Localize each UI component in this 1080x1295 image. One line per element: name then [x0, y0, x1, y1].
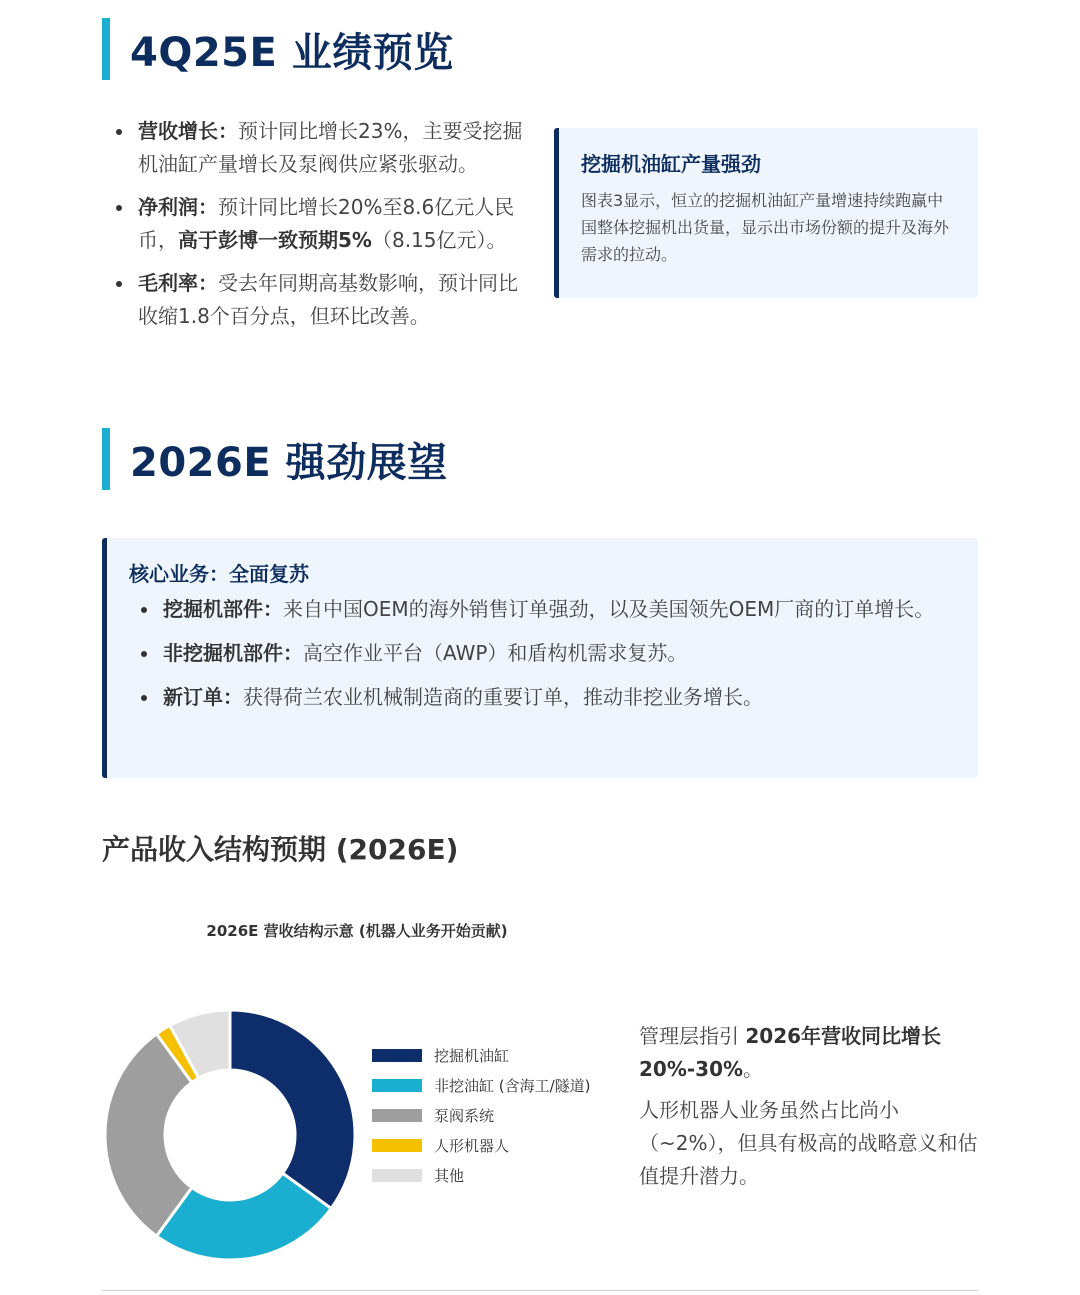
section-title: 2026E 强劲展望	[130, 439, 448, 486]
legend-swatch	[372, 1109, 422, 1122]
revenue-structure-heading: 产品收入结构预期 (2026E)	[102, 833, 459, 866]
chart-legend	[372, 1040, 591, 1190]
list-item: 毛利率：受去年同期高基数影响，预计同比收缩1.8个百分点，但环比改善。	[104, 267, 534, 333]
robot-paragraph: 人形机器人业务虽然占比尚小（~2%），但具有极高的战略意义和估值提升潜力。	[639, 1098, 978, 1188]
list-item: 净利润：预计同比增长20%至8.6亿元人民币，高于彭博一致预期5%（8.15亿元）。	[104, 191, 534, 257]
heading-accent-bar	[102, 18, 110, 80]
list-item: 营收增长：预计同比增长23%，主要受挖掘机油缸产量增长及泵阀供应紧张驱动。	[104, 115, 534, 181]
legend-item: 非挖油缸 (含海工/隧道)	[372, 1070, 591, 1100]
results-bullet-list	[104, 115, 534, 343]
section-title: 4Q25E 业绩预览	[130, 29, 454, 76]
legend-item: 挖掘机油缸	[372, 1040, 591, 1070]
core-business-title: 核心业务：全面复苏	[129, 562, 309, 586]
callout-text: 图表3显示，恒立的挖掘机油缸产量增速持续跑赢中国整体挖掘机出货量，显示出市场份额的提升及海外需求的拉动。	[581, 191, 950, 264]
legend-swatch	[372, 1049, 422, 1062]
heading-accent-bar	[102, 428, 110, 490]
legend-swatch	[372, 1169, 422, 1182]
management-guidance	[639, 1020, 979, 1201]
divider	[102, 1290, 978, 1291]
callout-title: 挖掘机油缸产量强劲	[581, 152, 761, 176]
legend-item: 人形机器人	[372, 1130, 591, 1160]
revenue-donut-chart	[100, 1005, 360, 1265]
legend-swatch	[372, 1139, 422, 1152]
list-item: 新订单：获得荷兰农业机械制造商的重要订单，推动非挖业务增长。	[129, 681, 956, 713]
legend-item: 其他	[372, 1160, 591, 1190]
section-heading-4q25e	[102, 18, 454, 80]
legend-swatch	[372, 1079, 422, 1092]
guidance-paragraph: 管理层指引 2026年营收同比增长20%-30%。	[639, 1024, 942, 1081]
excavator-callout	[554, 128, 978, 298]
section-heading-2026e	[102, 428, 448, 490]
legend-item: 泵阀系统	[372, 1100, 591, 1130]
core-business-box	[102, 538, 978, 778]
chart-title: 2026E 营收结构示意 (机器人业务开始贡献)	[206, 922, 508, 940]
list-item: 挖掘机部件：来自中国OEM的海外销售订单强劲，以及美国领先OEM厂商的订单增长。	[129, 593, 956, 625]
list-item: 非挖掘机部件：高空作业平台（AWP）和盾构机需求复苏。	[129, 637, 956, 669]
core-bullet-list	[129, 593, 956, 713]
